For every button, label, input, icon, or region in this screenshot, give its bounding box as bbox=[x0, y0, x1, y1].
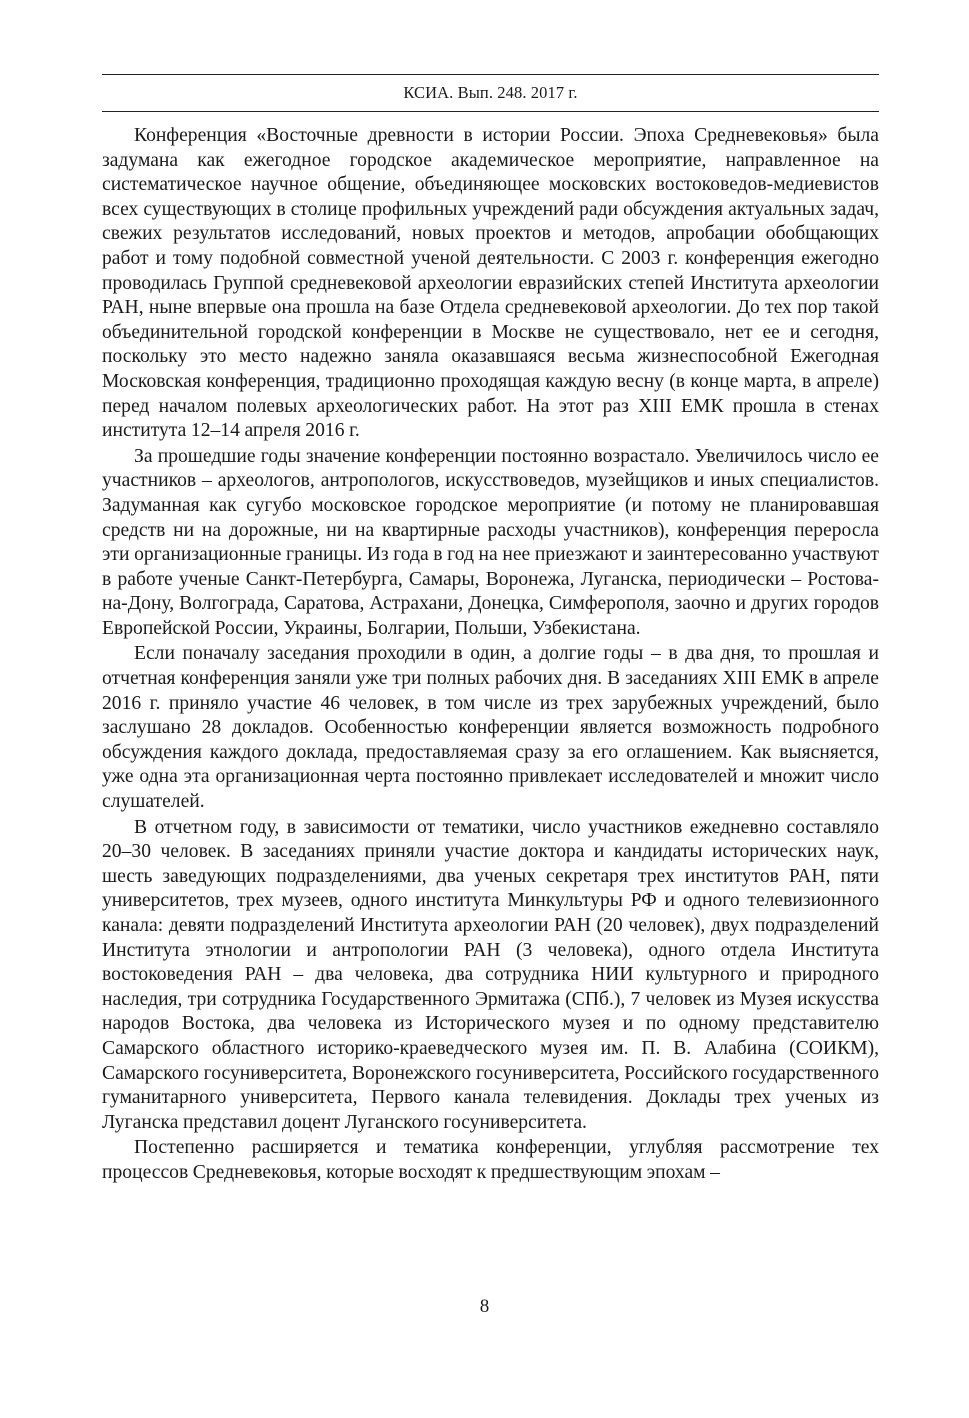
running-title: КСИА. Вып. 248. 2017 г. bbox=[403, 83, 578, 102]
page bbox=[102, 74, 879, 1186]
paragraph-4: В отчетном году, в зависимости от тематики, число участников ежедневно составляло 20–30 человек. В заседаниях приняли участие доктора и кандидаты исторических наук, шесть заведующих подразделениями, два ученых секретаря трех институтов РАН, пяти университетов, трех музеев, одного института Минкультуры РФ и одного телевизионного канала: девяти подразделений Института археологии РАН (20 человек), двух подразделений Института этнологии и антропологии РАН (3 человека), одного отдела Института востоковедения РАН – два человека, два сотрудника НИИ культурного и природного наследия, три сотрудника Государственного Эрмитажа (СПб.), 7 человек из Музея искусства народов Востока, два человека из Исторического музея и по одному представителю Самарского областного историко-краеведческого музея им. П. В. Алабина (СОИКМ), Самарского госуниверситета, Воронежского госуниверситета, Российского государственного гуманитарного университета, Первого канала телевидения. Доклады трех ученых из Луганска представил доцент Луганского госуниверситета. bbox=[102, 816, 879, 1133]
paragraph-2: За прошедшие годы значение конференции постоянно возрастало. Увеличилось число ее участников – археологов, антропологов, искусствоведов, музейщиков и иных специалистов. Задуманная как сугубо московское городское мероприятие (и потому не планировавшая средств ни на дорожные, ни на квартирные расходы участников), конференция переросла эти организационные границы. Из года в год на нее приезжают и заинтересованно участвуют в работе ученые Санкт-Петербурга, Самары, Воронежа, Луганска, периодически – Ростова-на-Дону, Волгограда, Саратова, Астрахани, Донецка, Симферополя, заочно и других городов Европейской России, Украины, Болгарии, Польши, Узбекистана. bbox=[102, 445, 879, 639]
article-body bbox=[102, 124, 879, 1186]
paragraph-1: Конференция «Восточные древности в истории России. Эпоха Средневековья» была задумана как ежегодное городское академическое мероприятие, направленное на систематическое научное общение, объединяющее московских востоковедов-медиевистов всех существующих в столице профильных учреждений ради обсуждения актуальных задач, свежих результатов исследований, новых проектов и методов, апробации обобщающих работ и тому подобной совместной ученой деятельности. С 2003 г. конференция ежегодно проводилась Группой средневековой археологии евразийских степей Института археологии РАН, ныне впервые она прошла на базе Отдела средневековой археологии. До тех пор такой объединительной городской конференции в Москве не существовало, нет ее и сегодня, поскольку это место надежно заняла оказавшаяся весьма жизнеспособной Ежегодная Московская конференция, традиционно проходящая каждую весну (в конце марта, в апреле) перед началом полевых археологических работ. На этот раз XIII ЕМК прошла в стенах института 12–14 апреля 2016 г. bbox=[102, 125, 879, 442]
page-number: 8 bbox=[479, 1296, 490, 1317]
running-header bbox=[102, 74, 879, 112]
paragraph-3: Если поначалу заседания проходили в один, а долгие годы – в два дня, то прошлая и отчетная конференция заняли уже три полных рабочих дня. В заседаниях XIII ЕМК в апреле 2016 г. приняло участие 46 человек, в том числе из трех зарубежных учреждений, было заслушано 28 докладов. Особенностью конференции является возможность подробного обсуждения каждого доклада, предоставляемая сразу за его оглашением. Как выясняется, уже одна эта организационная черта постоянно привлекает исследователей и множит число слушателей. bbox=[102, 643, 879, 813]
paragraph-5: Постепенно расширяется и тематика конференции, углубляя рассмотрение тех процессов Средневековья, которые восходят к предшествующим эпохам – bbox=[102, 1137, 879, 1183]
